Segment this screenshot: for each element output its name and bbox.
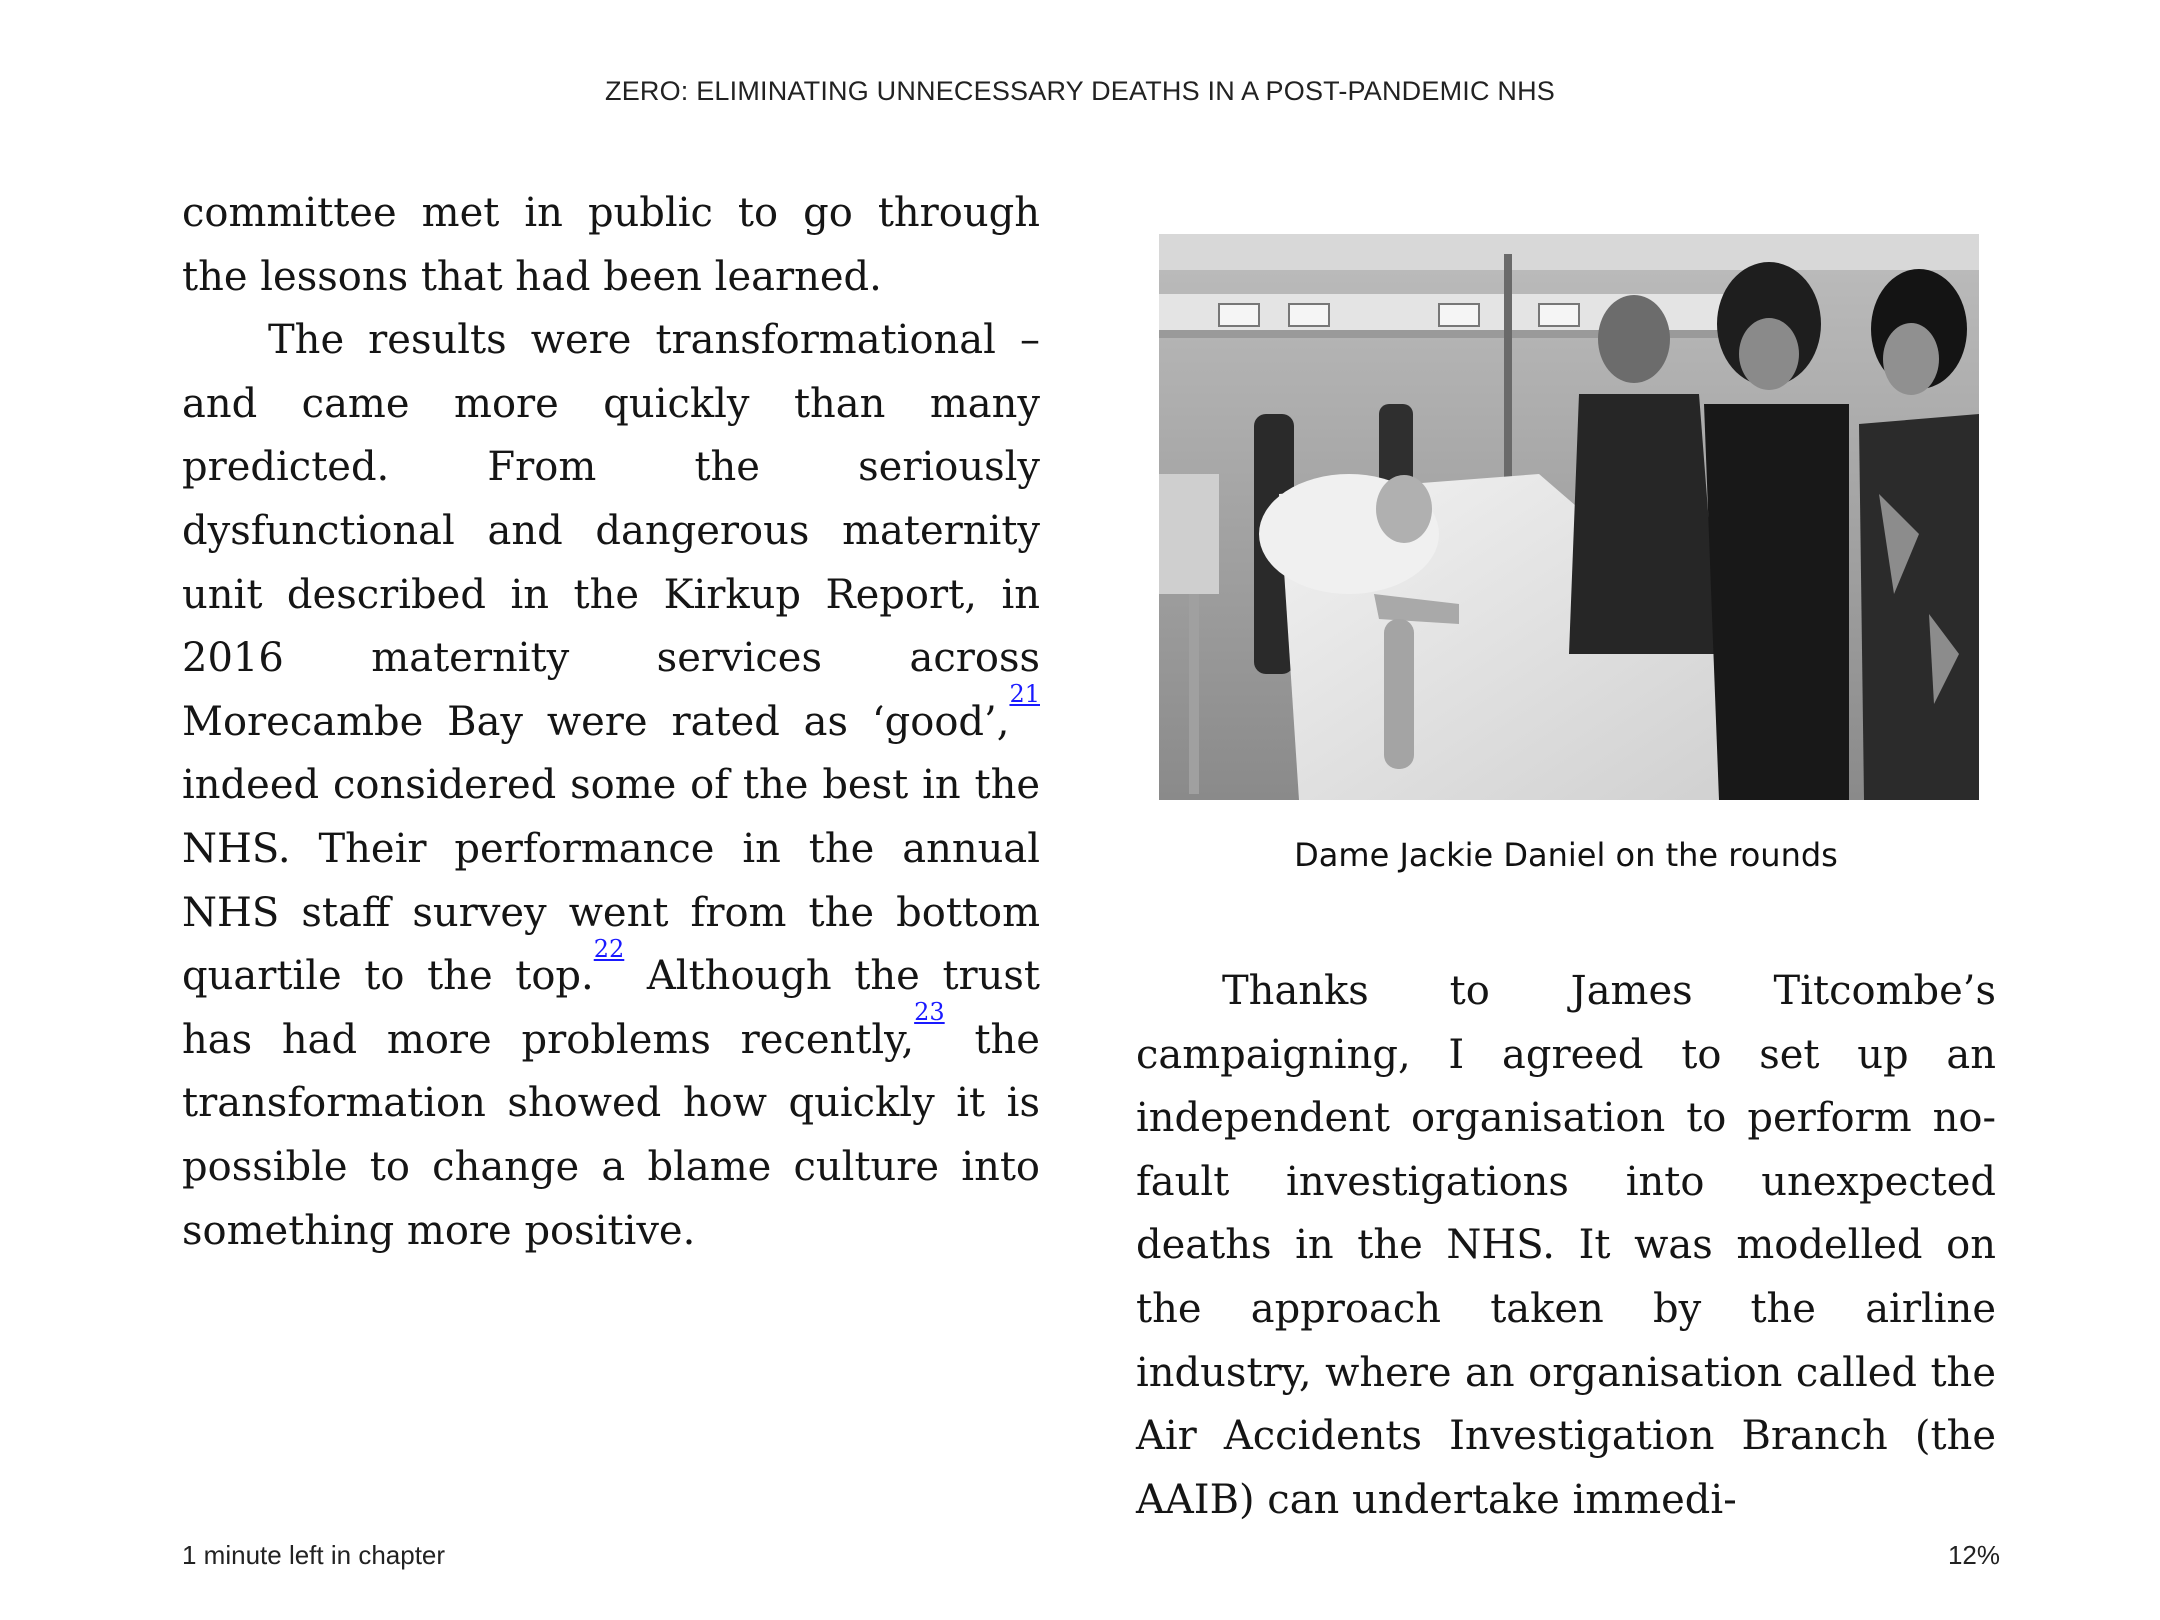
paragraph: committee met in public to go through the lessons that had been learned. [182, 190, 1040, 300]
footnote-marker [593, 934, 625, 981]
paragraph [182, 309, 1040, 1263]
paragraph-text: indeed considered some of the best in the NHS. Their performance in the annual NHS staff survey went from the bottom quartile to the top. [182, 762, 1040, 1000]
paragraph-text: Although the trust has had more problems recently, [182, 953, 1040, 1063]
paragraph: Thanks to James Titcombe’s campaigning, I agreed to set up an independent organisation to perform no-fault investigations into unexpected deaths in the NHS. It was modelled on the approach taken by the airline industry, where an organisation called the Air Accidents Investigation Branch (the AAIB) can undertake immedi- [1136, 968, 1996, 1523]
photo-illustration [1159, 234, 1979, 800]
figure-caption: Dame Jackie Daniel on the rounds [1294, 836, 1838, 874]
footnote-link-23[interactable]: 23 [914, 998, 945, 1027]
paragraph-text: the transformation showed how quickly it is possible to change a blame culture into something more positive. [182, 1016, 1040, 1254]
reading-progress: 12% [1947, 1540, 2000, 1570]
left-text-column [182, 182, 1040, 1263]
footnote-marker [1009, 680, 1040, 726]
footnote-marker [914, 998, 945, 1044]
footnote-link-22[interactable]: 22 [593, 934, 625, 963]
time-left-in-chapter: 1 minute left in chapter [182, 1540, 446, 1570]
running-header: ZERO: ELIMINATING UNNECESSARY DEATHS IN A POST-PANDEMIC NHS [605, 76, 1555, 106]
footnote-link-21[interactable]: 21 [1009, 680, 1040, 709]
hospital-photo[interactable] [1159, 234, 1979, 800]
right-text-column [1136, 960, 1996, 1532]
paragraph-text: The results were transformational – and came more quickly than many predicted. From the seriously dysfunctional and dangerous maternity unit described in the Kirkup Report, in 2016 maternity services across Morecambe Bay were rated as ‘good’, [182, 317, 1040, 745]
